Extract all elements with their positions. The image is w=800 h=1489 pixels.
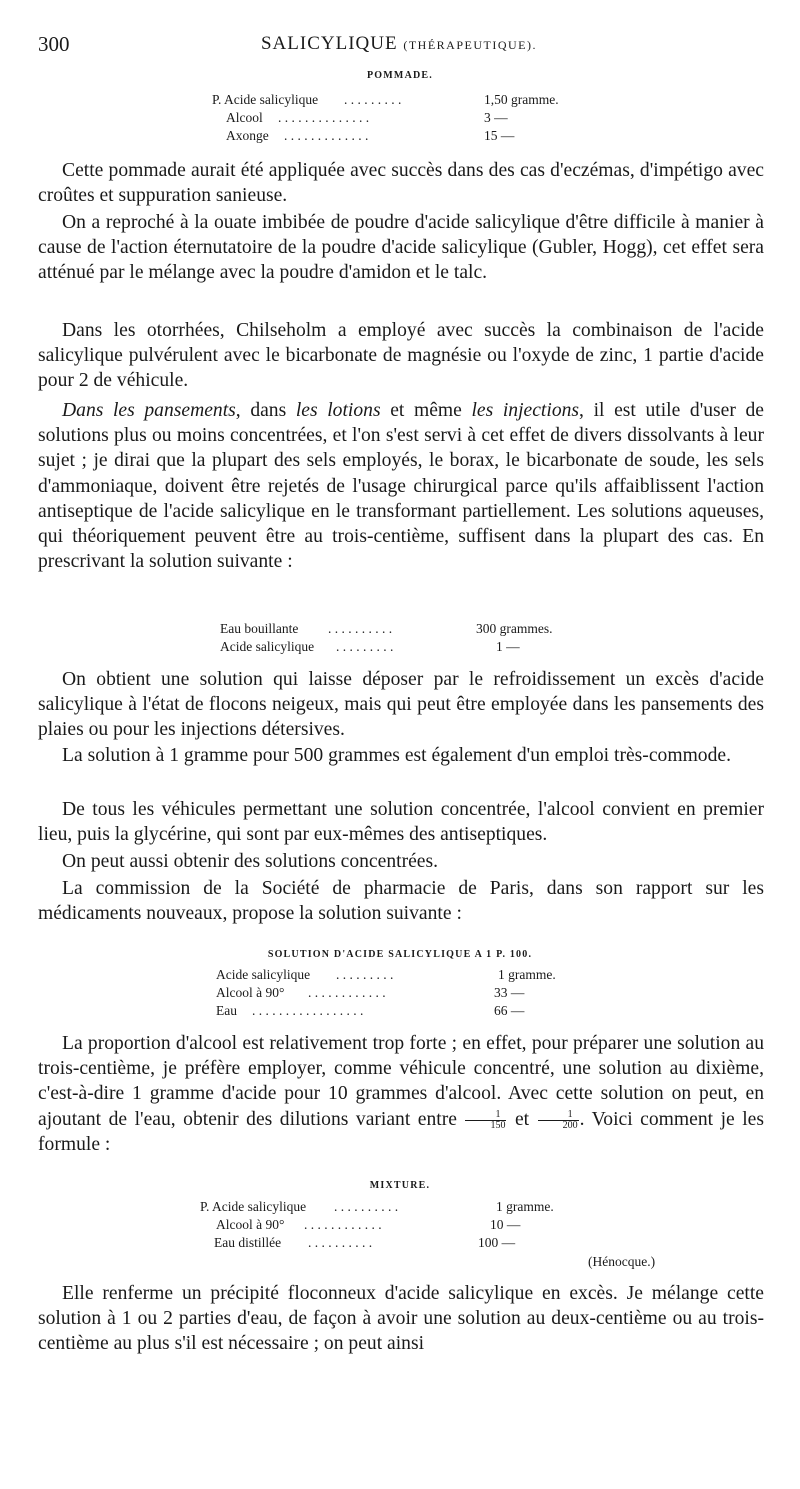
ingredient-name: Eau bouillante (220, 621, 299, 636)
mixture-caption: MIXTURE. (369, 1180, 431, 1191)
leader-dots: . . . . . . . . . . . . . . (278, 110, 370, 125)
recipe-row (216, 1002, 596, 1020)
leader-dots: . . . . . . . . . (336, 639, 394, 654)
leader-dots: . . . . . . . . . (336, 967, 394, 982)
ingredient-quantity: 33 — (494, 985, 525, 1000)
ingredient-name: Acide salicylique (216, 967, 311, 982)
ingredient-quantity: 1 — (496, 639, 520, 654)
paragraph: On peut aussi obtenir des solutions concentrées. (62, 851, 439, 872)
fraction-1-150 (465, 1110, 506, 1131)
paragraph: Cette pommade aurait été appliquée avec succès dans des cas d'eczémas, d'impétigo avec croûtes et suppuration sanieuse. (38, 160, 764, 207)
text-run: , il est utile d'user de solutions plus ou moins concentrées, et l'on s'est servi à cet effet de divers dissolvants à leur sujet ; je dirai que la plupart des sels employés, le borax, le bicarbonate de soude, les sels d'ammoniaque, doivent être rejetés de l'usage chirurgical parce qu'ils affaiblissent l'action antiseptique de l'acide salicylique en le transformant partiellement. Les solutions aqueuses, qui théoriquement peuvent être au trois-centième, suffisent dans la plupart des cas. En prescrivant la solution suivante : (38, 400, 764, 573)
italic-term: les lotions (295, 400, 381, 421)
fraction-1-200 (538, 1110, 579, 1131)
ingredient-quantity: 1 gramme. (496, 1199, 554, 1214)
ingredient-quantity: 66 — (494, 1003, 525, 1018)
leader-dots: . . . . . . . . . . . . . . . . . (252, 1003, 364, 1018)
running-head (38, 33, 760, 55)
ingredient-name: Alcool à 90° (216, 985, 285, 1000)
fraction-denominator: 150 (490, 1119, 506, 1131)
recipe-row (200, 1234, 590, 1252)
leader-dots: . . . . . . . . . . . . . (284, 128, 369, 143)
ingredient-name: Alcool (226, 110, 263, 125)
fraction-numerator: 1 (465, 1110, 506, 1121)
ingredient-name: P. Acide salicylique (212, 92, 319, 107)
italic-term: Dans les pansements (62, 400, 236, 421)
ingredient-name: Eau (216, 1003, 237, 1018)
recipe-row (212, 91, 602, 109)
recipe-row (200, 1216, 590, 1234)
leader-dots: . . . . . . . . . . (328, 621, 393, 636)
recipe-row (216, 984, 596, 1002)
ingredient-quantity: 100 — (478, 1235, 516, 1250)
mixture-recipe (200, 1198, 590, 1252)
pommade-recipe (212, 91, 602, 145)
text-run: , dans (235, 400, 296, 421)
page-header (38, 32, 760, 58)
ingredient-name: Eau distillée (214, 1235, 282, 1250)
text-run: . Voici comment je les formule : (38, 1108, 765, 1155)
ingredient-quantity: 15 — (484, 128, 515, 143)
text-run: et (507, 1108, 537, 1130)
paragraph: La commission de la Société de pharmacie de Paris, dans son rapport sur les médicaments nouveaux, propose la solution suivante : (38, 878, 764, 925)
text-run: La proportion d'alcool est relativement trop forte ; en effet, pour préparer une solution au trois-centième, je préfère employer, comme véhicule concentré, une solution au dixième, c'est-à-dire 1 gramme d'acide pour 10 grammes d'alcool. Avec cette solution on peut, en ajoutant de l'eau, obtenir des dilutions variant entre (38, 1033, 764, 1130)
recipe-row (216, 966, 596, 984)
italic-term: les injections (471, 400, 580, 421)
ingredient-name: P. Acide salicylique (200, 1199, 307, 1214)
leader-dots: . . . . . . . . . . . . (304, 1217, 382, 1232)
ingredient-quantity: 1 gramme. (498, 967, 556, 982)
recipe-row (200, 1198, 590, 1216)
paragraph (38, 1031, 764, 1157)
recipe-row (212, 127, 602, 145)
recipe-row (212, 109, 602, 127)
running-head-title: SALICYLIQUE (260, 33, 398, 54)
ingredient-quantity: 1,50 gramme. (484, 92, 559, 107)
ingredient-name: Acide salicylique (220, 639, 315, 654)
solution-recipe (216, 966, 596, 1020)
ingredient-quantity: 300 grammes. (476, 621, 553, 636)
leader-dots: . . . . . . . . . . (308, 1235, 373, 1250)
running-head-subtitle: (THÉRAPEUTIQUE). (403, 38, 537, 52)
leader-dots: . . . . . . . . . (344, 92, 402, 107)
fraction-numerator: 1 (538, 1110, 579, 1121)
leader-dots: . . . . . . . . . . . . (308, 985, 386, 1000)
paragraph (38, 398, 764, 574)
paragraph: Dans les otorrhées, Chilseholm a employé avec succès la combinaison de l'acide salicylique pulvérulent avec le bicarbonate de magnésie ou l'oxyde de zinc, 1 partie d'acide pour 2 de véhicule. (38, 320, 764, 392)
ingredient-quantity: 3 — (484, 110, 508, 125)
leader-dots: . . . . . . . . . . (334, 1199, 399, 1214)
paragraph: De tous les véhicules permettant une solution concentrée, l'alcool convient en premier lieu, puis la glycérine, qui sont par eux-mêmes des antiseptiques. (38, 799, 764, 846)
ingredient-quantity: 10 — (490, 1217, 521, 1232)
pommade-caption: POMMADE. (367, 70, 433, 81)
fraction-denominator: 200 (562, 1119, 578, 1131)
page-number: 300 (38, 32, 70, 56)
solution-caption: SOLUTION D'ACIDE SALICYLIQUE A 1 P. 100. (267, 949, 533, 960)
paragraph: On obtient une solution qui laisse déposer par le refroidissement un excès d'acide salicylique à l'état de flocons neigeux, mais qui peut être employée dans les pansements des plaies ou pour les injections détersives. (38, 669, 764, 741)
paragraph: On a reproché à la ouate imbibée de poudre d'acide salicylique d'être difficile à manier à cause de l'action éternutatoire de la poudre d'acide salicylique (Gubler, Hogg), cet effet sera atténué par le mélange avec la poudre d'amidon et le talc. (38, 212, 764, 284)
recipe-row (220, 620, 600, 638)
recipe-row (220, 638, 600, 656)
paragraph: Elle renferme un précipité floconneux d'acide salicylique en excès. Je mélange cette solution à 1 ou 2 parties d'eau, de façon à avoir une solution au deux-centième ou au trois-centième au plus s'il est nécessaire ; on peut ainsi (38, 1283, 764, 1355)
ingredient-name: Alcool à 90° (216, 1217, 285, 1232)
text-run: et même (380, 400, 472, 421)
paragraph: La solution à 1 gramme pour 500 grammes est également d'un emploi très-commode. (62, 745, 732, 766)
attribution: (Hénocque.) (588, 1254, 656, 1269)
ingredient-name: Axonge (226, 128, 269, 143)
eau-bouillante-recipe (220, 620, 600, 656)
